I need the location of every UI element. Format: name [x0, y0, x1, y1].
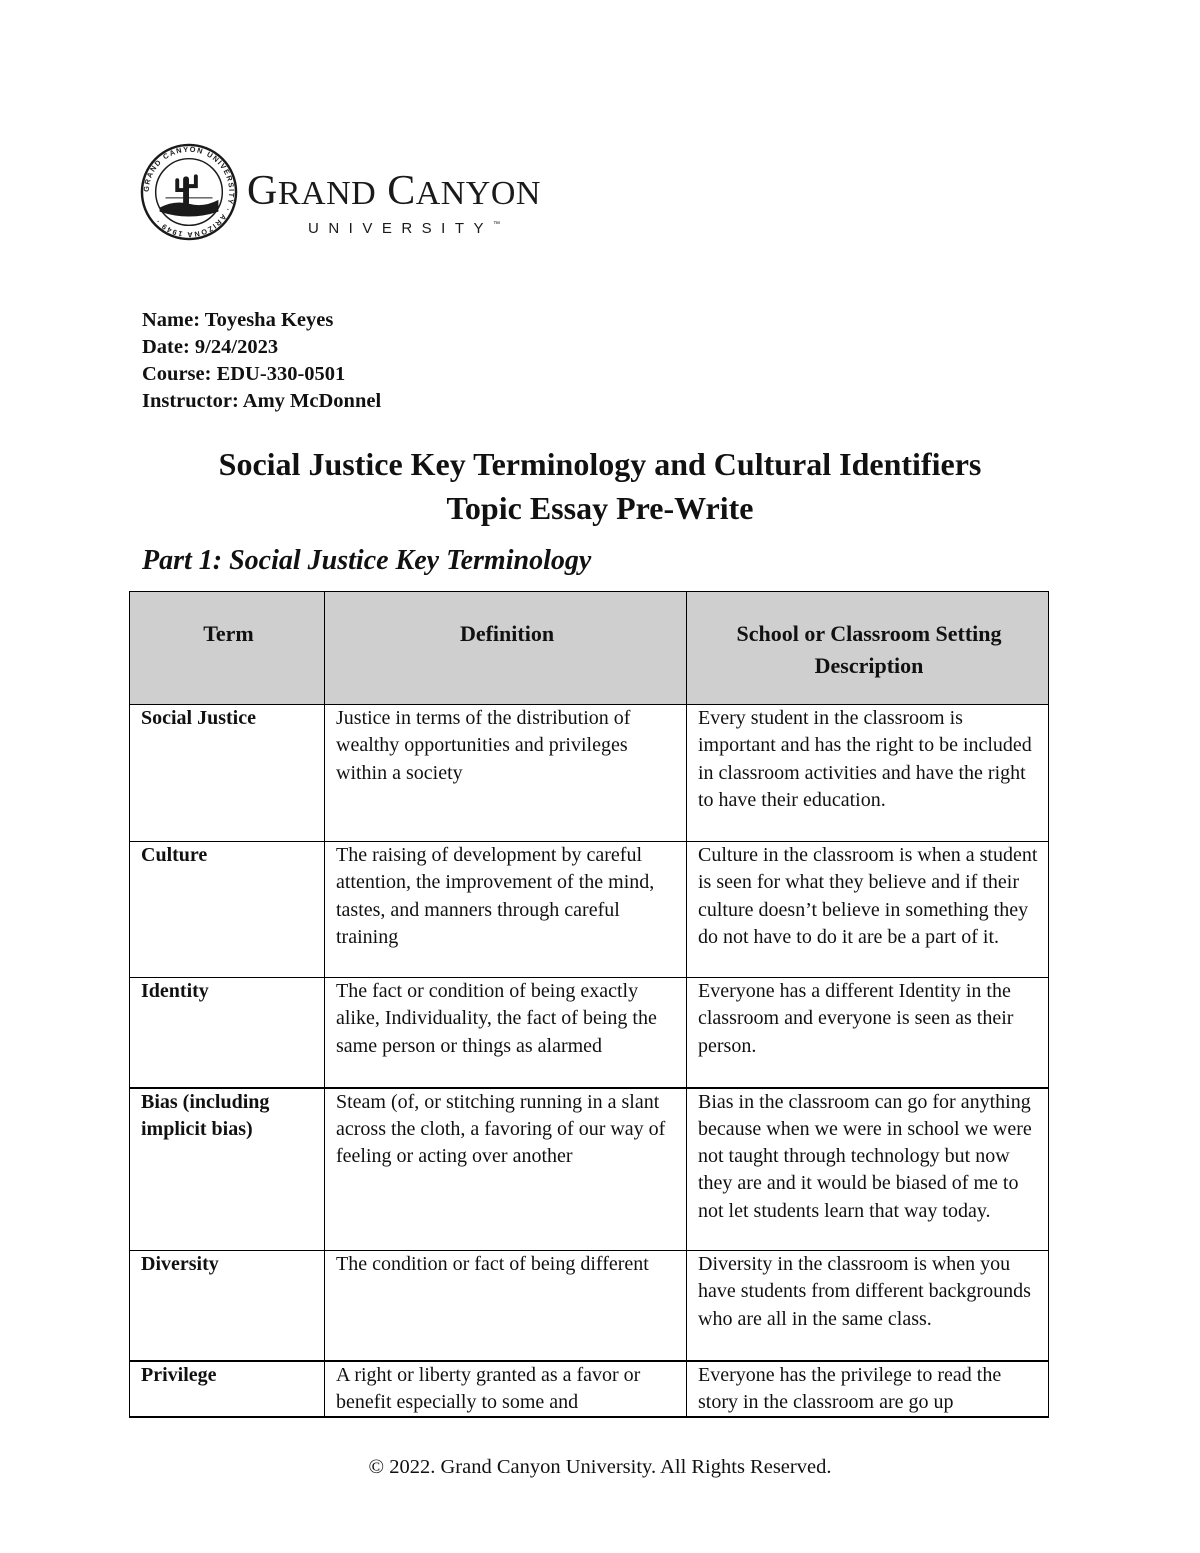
term-cell: Diversity — [130, 1251, 325, 1361]
header-definition: Definition — [325, 592, 687, 705]
description-cell: Everyone has the privilege to read the story in the classroom are go up — [687, 1361, 1049, 1418]
term-cell: Culture — [130, 842, 325, 978]
description-cell: Bias in the classroom can go for anything because when we were in school we were not taught through technology but now they are and it would be biased of me to not let students learn that way today. — [687, 1088, 1049, 1251]
description-cell: Diversity in the classroom is when you have students from different backgrounds who are all in the same class. — [687, 1251, 1049, 1361]
term-cell: Social Justice — [130, 705, 325, 842]
student-name: Name: Toyesha Keyes — [142, 309, 334, 331]
part-1-heading: Part 1: Social Justice Key Terminology — [142, 545, 592, 576]
title-line-1: Social Justice Key Terminology and Cultural Identifiers — [218, 446, 982, 482]
document-title — [0, 442, 1200, 530]
term-cell: Privilege — [130, 1361, 325, 1418]
course-code: Course: EDU-330-0501 — [142, 363, 346, 385]
description-cell: Everyone has a different Identity in the classroom and everyone is seen as their person. — [687, 978, 1049, 1088]
table-row — [130, 1361, 1049, 1418]
term-cell: Identity — [130, 978, 325, 1088]
seal-ring-text: GRAND CANYON UNIVERSITY · ARIZONA 1949 · — [141, 144, 237, 240]
definition-cell: A right or liberty granted as a favor or benefit especially to some and — [325, 1361, 687, 1418]
wordmark-grand-canyon: GRAND CANYON — [247, 168, 541, 214]
copyright-footer: © 2022. Grand Canyon University. All Rights Reserved. — [368, 1456, 832, 1478]
university-seal-icon — [140, 143, 238, 241]
table-header-row — [130, 592, 1049, 705]
table-row — [130, 1251, 1049, 1361]
table-row — [130, 978, 1049, 1088]
table-row — [130, 705, 1049, 842]
table-row — [130, 1088, 1049, 1251]
description-cell: Every student in the classroom is important and has the right to be included in classroom activities and have the right to have their education. — [687, 705, 1049, 842]
header-description: School or Classroom Setting Description — [687, 592, 1049, 705]
wordmark-university: UNIVERSITY™ — [308, 220, 501, 237]
definition-cell: Steam (of, or stitching running in a slant across the cloth, a favoring of our way of feeling or acting over another — [325, 1088, 687, 1251]
instructor-name: Instructor: Amy McDonnel — [142, 390, 382, 412]
university-logo — [140, 143, 590, 243]
description-cell: Culture in the classroom is when a student is seen for what they believe and if their culture doesn’t believe in something they do not have to do it are be a part of it. — [687, 842, 1049, 978]
terminology-table — [129, 591, 1049, 1418]
definition-cell: The raising of development by careful attention, the improvement of the mind, tastes, and manners through careful training — [325, 842, 687, 978]
submission-date: Date: 9/24/2023 — [142, 336, 279, 358]
title-line-2: Topic Essay Pre-Write — [446, 490, 754, 526]
term-cell: Bias (including implicit bias) — [130, 1088, 325, 1251]
definition-cell: The fact or condition of being exactly alike, Individuality, the fact of being the same person or things as alarmed — [325, 978, 687, 1088]
table-row — [130, 842, 1049, 978]
header-term: Term — [130, 592, 325, 705]
student-info — [142, 307, 381, 415]
definition-cell: Justice in terms of the distribution of wealthy opportunities and privileges within a society — [325, 705, 687, 842]
definition-cell: The condition or fact of being different — [325, 1251, 687, 1361]
